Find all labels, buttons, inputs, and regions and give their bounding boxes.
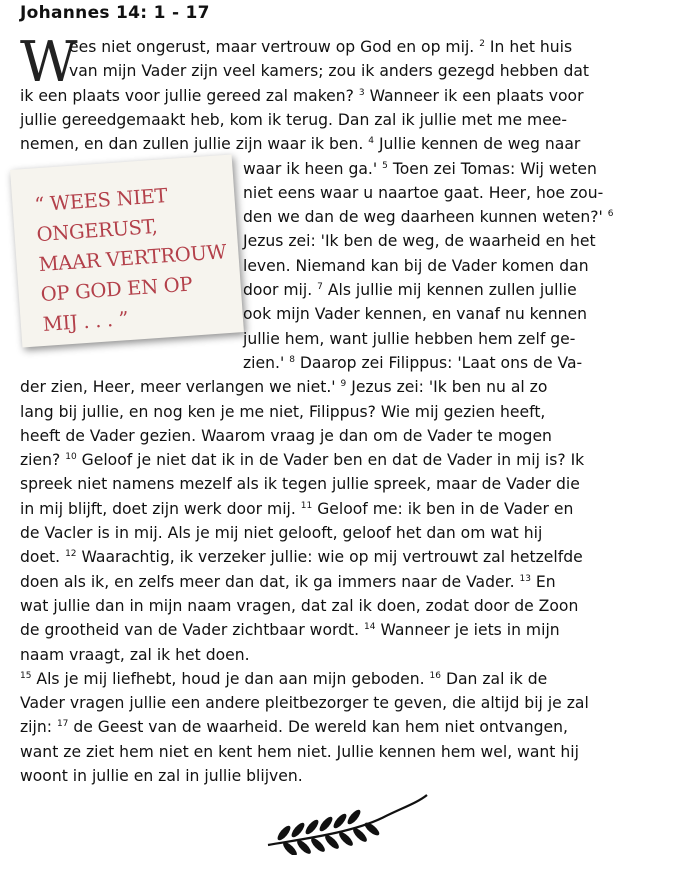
verse-text: Als je mij liefhebt, houd je dan aan mijn geboden.: [31, 669, 430, 688]
verse-number: 2: [479, 39, 485, 49]
text-line: [243, 302, 648, 326]
verse-text: de grootheid van de Vader zichtbaar wordt.: [20, 621, 365, 640]
verse-text: heeft de Vader gezien. Waarom vraag je dan om de Vader te mogen: [20, 426, 552, 445]
verse-text: leven. Niemand kan bij de Vader komen dan: [243, 256, 589, 275]
text-line: [243, 254, 648, 278]
verse-text: waar ik heen ga.': [243, 159, 383, 178]
text-line: [20, 521, 650, 545]
quote-line: MAAR VERTROUW: [37, 240, 228, 277]
verse-text: door mij.: [243, 281, 318, 299]
text-line: [243, 351, 648, 375]
verse-text: ook mijn Vader kennen, en vanaf nu kennen: [243, 305, 587, 324]
text-line: [69, 35, 649, 59]
verse-text: Geloof me: ik ben in de Vader en: [312, 499, 574, 518]
text-line: [20, 667, 650, 691]
verse-number: 11: [300, 500, 313, 511]
verse-number: 4: [368, 136, 374, 147]
quote-line: MIJ . . . ”: [42, 307, 130, 337]
verse-text: doen als ik, en zelfs meer dan dat, ik ga immers naar de Vader.: [20, 572, 520, 591]
text-line: [20, 132, 650, 156]
verse-number: 6: [607, 209, 614, 220]
verse-number: 16: [429, 670, 441, 681]
text-line: [69, 59, 649, 83]
text-line: [20, 424, 650, 448]
text-line: [243, 229, 648, 253]
verse-number: 8: [289, 354, 295, 365]
verse-text: Wanneer ik een plaats voor: [364, 86, 584, 105]
text-line: [20, 448, 650, 472]
verse-text: ees niet ongerust, maar vertrouw op God en op mij.: [69, 38, 480, 56]
verse-text: ik een plaats voor jullie gereed zal maken?: [20, 86, 359, 105]
verse-text: Geloof je niet dat ik in de Vader ben en dat de Vader in mij is? Ik: [76, 451, 585, 470]
verse-number: 3: [358, 87, 365, 98]
text-line: [20, 545, 650, 569]
verse-text: jullie gereedgemaakt heb, kom ik terug. Dan zal ik jullie met me mee-: [20, 110, 568, 129]
quote-card: [10, 154, 244, 347]
text-line: [20, 618, 650, 642]
text-line: [20, 472, 650, 496]
verse-number: 15: [20, 670, 32, 681]
text-line: [20, 740, 650, 764]
verse-text: Waarachtig, ik verzeker jullie: wie op mij vertrouwt zal hetzelfde: [76, 548, 583, 567]
verse-text: zien?: [20, 451, 66, 470]
text-line: [20, 715, 650, 739]
verse-text: Jullie kennen de weg naar: [373, 135, 581, 154]
text-line: [20, 375, 650, 399]
verse-text: naam vraagt, zal ik het doen.: [20, 645, 250, 664]
verse-text: woont in jullie en zal in jullie blijven.: [20, 767, 303, 785]
verse-text: van mijn Vader zijn veel kamers; zou ik anders gezegd hebben dat: [69, 62, 590, 81]
verse-text: En: [530, 572, 556, 591]
verse-text: jullie hem, want jullie hebben hem zelf ge-: [243, 329, 576, 348]
verse-text: Daarop zei Filippus: 'Laat ons de Va-: [294, 353, 583, 372]
quote-line: ONGERUST,: [35, 214, 159, 247]
text-line: [20, 764, 650, 788]
verse-text: de Vacler is in mij. Als je mij niet gelooft, geloof het dan om wat hij: [20, 524, 543, 542]
text-line: [20, 400, 650, 424]
olive-branch-icon: [262, 793, 432, 859]
verse-text: nemen, en dan zullen jullie zijn waar ik ben.: [20, 135, 369, 154]
text-line: [243, 327, 648, 351]
verse-number: 13: [519, 573, 531, 584]
verse-text: spreek niet namens mezelf als ik tegen jullie spreek, maar de Vader die: [20, 475, 580, 494]
text-line: [20, 108, 650, 132]
text-line: [20, 643, 650, 667]
text-line: [20, 594, 650, 618]
text-line: [20, 497, 650, 521]
text-line: [243, 157, 648, 181]
text-line: [243, 205, 648, 229]
verse-number: 17: [56, 719, 69, 730]
verse-number: 7: [317, 282, 323, 292]
text-line: [20, 691, 650, 715]
quote-line: OP GOD EN OP: [40, 272, 193, 307]
verse-text: Jezus zei: 'Ik ben de weg, de waarheid en het: [243, 232, 596, 251]
verse-text: zien.': [243, 353, 290, 372]
verse-text: niet eens waar u naartoe gaat. Heer, hoe zou-: [243, 183, 604, 202]
quote-line: “ WEES NIET: [33, 184, 168, 217]
verse-number: 5: [382, 160, 388, 171]
verse-text: Dan zal ik de: [441, 669, 548, 688]
verse-text: Als jullie mij kennen zullen jullie: [322, 281, 577, 299]
drop-cap: W: [20, 30, 78, 95]
verse-text: Vader vragen jullie een andere pleitbezorger te geven, die altijd bij je zal: [20, 694, 589, 713]
verse-text: zijn:: [20, 718, 57, 737]
verse-text: Jezus zei: 'Ik ben nu al zo: [346, 378, 548, 397]
verse-number: 14: [364, 622, 376, 633]
text-line: [243, 278, 648, 302]
verse-text: den we dan de weg daarheen kunnen weten?': [243, 208, 608, 227]
verse-number: 12: [65, 549, 77, 560]
verse-text: der zien, Heer, meer verlangen we niet.': [20, 378, 341, 397]
verse-text: Wanneer je iets in mijn: [375, 621, 560, 640]
verse-text: wat jullie dan in mijn naam vragen, dat zal ik doen, zodat door de Zoon: [20, 596, 579, 615]
verse-text: lang bij jullie, en nog ken je me niet, Filippus? Wie mij gezien heeft,: [20, 402, 546, 421]
verse-number: 9: [340, 379, 347, 390]
verse-text: in mij blijft, doet zijn werk door mij.: [20, 499, 301, 518]
text-line: [20, 570, 650, 594]
verse-text: Toen zei Tomas: Wij weten: [387, 159, 597, 178]
verse-text: want ze ziet hem niet en kent hem niet. Jullie kennen hem wel, want hij: [20, 742, 579, 761]
verse-text: de Geest van de waarheid. De wereld kan hem niet ontvangen,: [68, 718, 568, 737]
text-line: [20, 84, 650, 108]
verse-text: doet.: [20, 548, 66, 567]
quote-text: [34, 177, 234, 340]
page-title: Johannes 14: 1 - 17: [20, 3, 210, 23]
text-line: [243, 181, 648, 205]
verse-text: In het huis: [484, 38, 573, 56]
verse-number: 10: [65, 452, 77, 463]
